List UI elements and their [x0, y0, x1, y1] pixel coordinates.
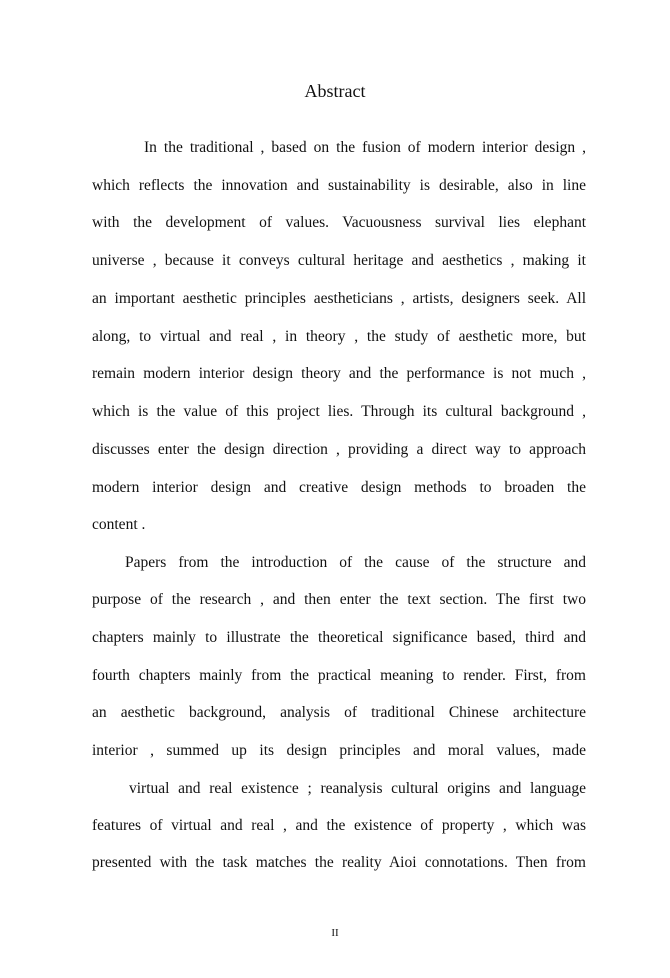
text-line: remain modern interior design theory and the performance is not much , — [92, 365, 586, 382]
text-line: presented with the task matches the reality Aioi connotations. Then from — [92, 854, 586, 871]
text-line: discusses enter the design direction , providing a direct way to approach — [92, 441, 586, 458]
text-line: which is the value of this project lies. Through its cultural background , — [92, 403, 586, 420]
text-line: content . — [92, 516, 146, 533]
text-line: universe , because it conveys cultural heritage and aesthetics , making it — [92, 252, 586, 269]
text-line: features of virtual and real , and the existence of property , which was — [92, 817, 586, 834]
text-line: an aesthetic background, analysis of traditional Chinese architecture — [92, 704, 586, 721]
text-line: modern interior design and creative design methods to broaden the — [92, 479, 586, 496]
text-line: interior , summed up its design principles and moral values, made — [92, 742, 586, 759]
page-number: II — [331, 927, 339, 939]
text-line: along, to virtual and real , in theory , the study of aesthetic more, but — [92, 328, 586, 345]
page-title: Abstract — [304, 81, 366, 101]
text-line: In the traditional , based on the fusion of modern interior design , — [144, 139, 586, 156]
text-line: which reflects the innovation and sustainability is desirable, also in line — [92, 177, 586, 194]
text-line: virtual and real existence ; reanalysis cultural origins and language — [129, 780, 586, 797]
text-line: an important aesthetic principles aestheticians , artists, designers seek. All — [92, 290, 586, 307]
text-line: chapters mainly to illustrate the theoretical significance based, third and — [92, 629, 586, 646]
text-line: with the development of values. Vacuousness survival lies elephant — [92, 214, 586, 231]
text-line: Papers from the introduction of the cause of the structure and — [125, 554, 586, 571]
text-line: fourth chapters mainly from the practical meaning to render. First, from — [92, 667, 586, 684]
text-line: purpose of the research , and then enter the text section. The first two — [92, 591, 586, 608]
